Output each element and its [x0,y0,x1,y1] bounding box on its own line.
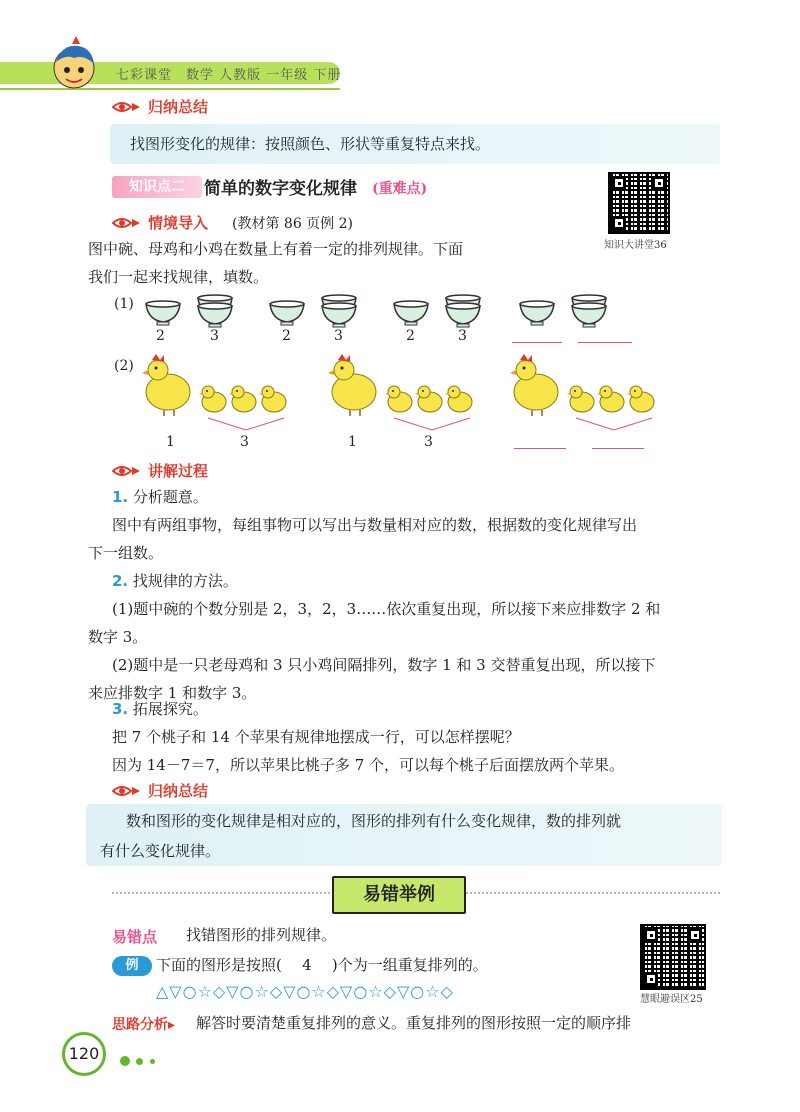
bowl-icon [322,295,356,327]
qr1-label: 知识大讲堂36 [604,240,667,251]
chick-icon [445,386,472,412]
answer-blank[interactable] [592,448,644,449]
row2-label: (2) [114,358,134,374]
eye-icon [112,100,142,114]
intro-ref: (教材第 86 页例 2) [232,216,353,232]
mascot-icon [44,36,104,92]
step2-number: 2. [112,572,129,590]
row2-num: 1 [348,434,357,450]
group-braces [200,416,700,436]
answer-blank[interactable] [514,448,566,449]
summary2-line1: 数和图形的变化规律是相对应的，图形的排列有什么变化规律，数的排列就 [126,812,622,830]
summary2-line2: 有什么变化规律。 [100,842,221,860]
divider-left [112,892,330,894]
process-heading-text: 讲解过程 [148,462,209,480]
analysis-text: 解答时要清楚重复排列的意义。重复排列的图形按照一定的顺序排 [196,1014,632,1032]
row1-num: 2 [406,328,415,344]
qr-code-2 [640,924,706,990]
chick-icon [385,386,412,412]
step2-title: 找规律的方法。 [132,572,238,590]
example-text-before: 下面的图形是按照( [156,956,282,974]
summary2-box [86,804,722,866]
example-question [156,950,488,980]
eye-icon [112,216,142,230]
topic2-badge: 知识点二 [112,176,202,198]
page-dot [150,1059,155,1064]
step2-line1: (1)题中碗的个数分别是 2，3，2，3……依次重复出现，所以接下来应排数字 2 和 [112,600,661,618]
topic2-title: 简单的数字变化规律 [204,179,357,199]
summary1-heading-text: 归纳总结 [148,98,209,116]
step3-line1: 把 7 个桃子和 14 个苹果有规律地摆成一行，可以怎样摆呢？ [112,728,520,746]
bowl-icon [520,301,554,325]
chick-icon [627,386,654,412]
chick-icon [259,386,286,412]
error-point-text: 找错图形的排列规律。 [186,926,337,944]
step3-number: 3. [112,700,129,718]
step3 [112,694,208,724]
row1-num: 3 [458,328,467,344]
error-point-label: 易错点 [112,928,158,946]
step1-title: 分析题意。 [132,488,208,506]
step2-line2: 数字 3。 [88,628,148,646]
step3-line2: 因为 14－7＝7，所以苹果比桃子多 7 个，可以每个桃子后面摆放两个苹果。 [112,756,625,774]
row2-num: 3 [424,434,433,450]
chickens-illustration [138,350,698,420]
step1 [112,482,208,512]
intro-line2: 我们一起来找规律，填数。 [88,268,269,286]
step2-line4: 来应排数字 1 和数字 3。 [88,684,257,702]
hen-icon [510,354,558,416]
row1-num: 2 [156,328,165,344]
row1-label: (1) [114,296,134,312]
bowls-illustration [140,288,640,328]
intro-heading [112,212,208,233]
process-heading [112,460,208,481]
example-badge: 例 [112,956,152,976]
bowl-icon [270,301,304,325]
analysis-label: 思路分析▸ [112,1017,176,1033]
summary1-heading [112,96,208,117]
bowl-icon [446,295,480,327]
intro-line1: 图中碗、母鸡和小鸡在数量上有着一定的排列规律。下面 [88,240,464,258]
chick-icon [199,386,226,412]
example-text-after: )个为一组重复排列的。 [331,956,488,974]
step2 [112,566,238,596]
bowl-icon [394,301,428,325]
bowl-icon [146,301,180,325]
summary1-text: 找图形变化的规律：按照颜色、形状等重复特点来找。 [130,135,491,153]
header-title: 七彩课堂 数学 人教版 一年级 下册 [116,68,342,83]
example-shape-sequence: △▽○☆◇▽○☆◇▽○☆◇▽○☆◇▽○☆◇ [156,982,454,1001]
qr2-label: 慧眼避误区25 [640,994,703,1005]
row1-num: 3 [210,328,219,344]
eye-icon [112,464,142,478]
summary2-heading-text: 归纳总结 [148,782,209,800]
error-section-title: 易错举例 [332,876,466,914]
chick-icon [597,386,624,412]
topic2-tag: (重难点) [372,181,428,197]
chick-icon [415,386,442,412]
page-number: 120 [62,1032,106,1076]
example-answer[interactable]: 4 [302,956,312,974]
answer-blank[interactable] [578,342,632,343]
chick-icon [229,386,256,412]
row2-num: 1 [166,434,175,450]
summary1-box [110,124,720,164]
bowl-icon [572,295,606,327]
row1-num: 2 [282,328,291,344]
bowl-icon [198,295,232,327]
chick-icon [567,386,594,412]
qr-code-1 [608,172,670,234]
summary2-heading [112,780,208,801]
step1-number: 1. [112,488,129,506]
hen-icon [328,354,376,416]
step1-line1: 图中有两组事物，每组事物可以写出与数量相对应的数，根据数的变化规律写出 [112,516,638,534]
row2-num: 3 [240,434,249,450]
step3-title: 拓展探究。 [132,700,208,718]
step1-line2: 下一组数。 [88,544,164,562]
eye-icon [112,784,142,798]
step2-line3: (2)题中是一只老母鸡和 3 只小鸡间隔排列，数字 1 和 3 交替重复出现，所以接下 [112,656,656,674]
hen-icon [142,354,190,416]
row1-num: 3 [334,328,343,344]
intro-heading-text: 情境导入 [148,214,209,232]
divider-right [466,892,720,894]
answer-blank[interactable] [512,342,562,343]
page-dot [120,1056,130,1066]
page-dot [136,1058,143,1065]
